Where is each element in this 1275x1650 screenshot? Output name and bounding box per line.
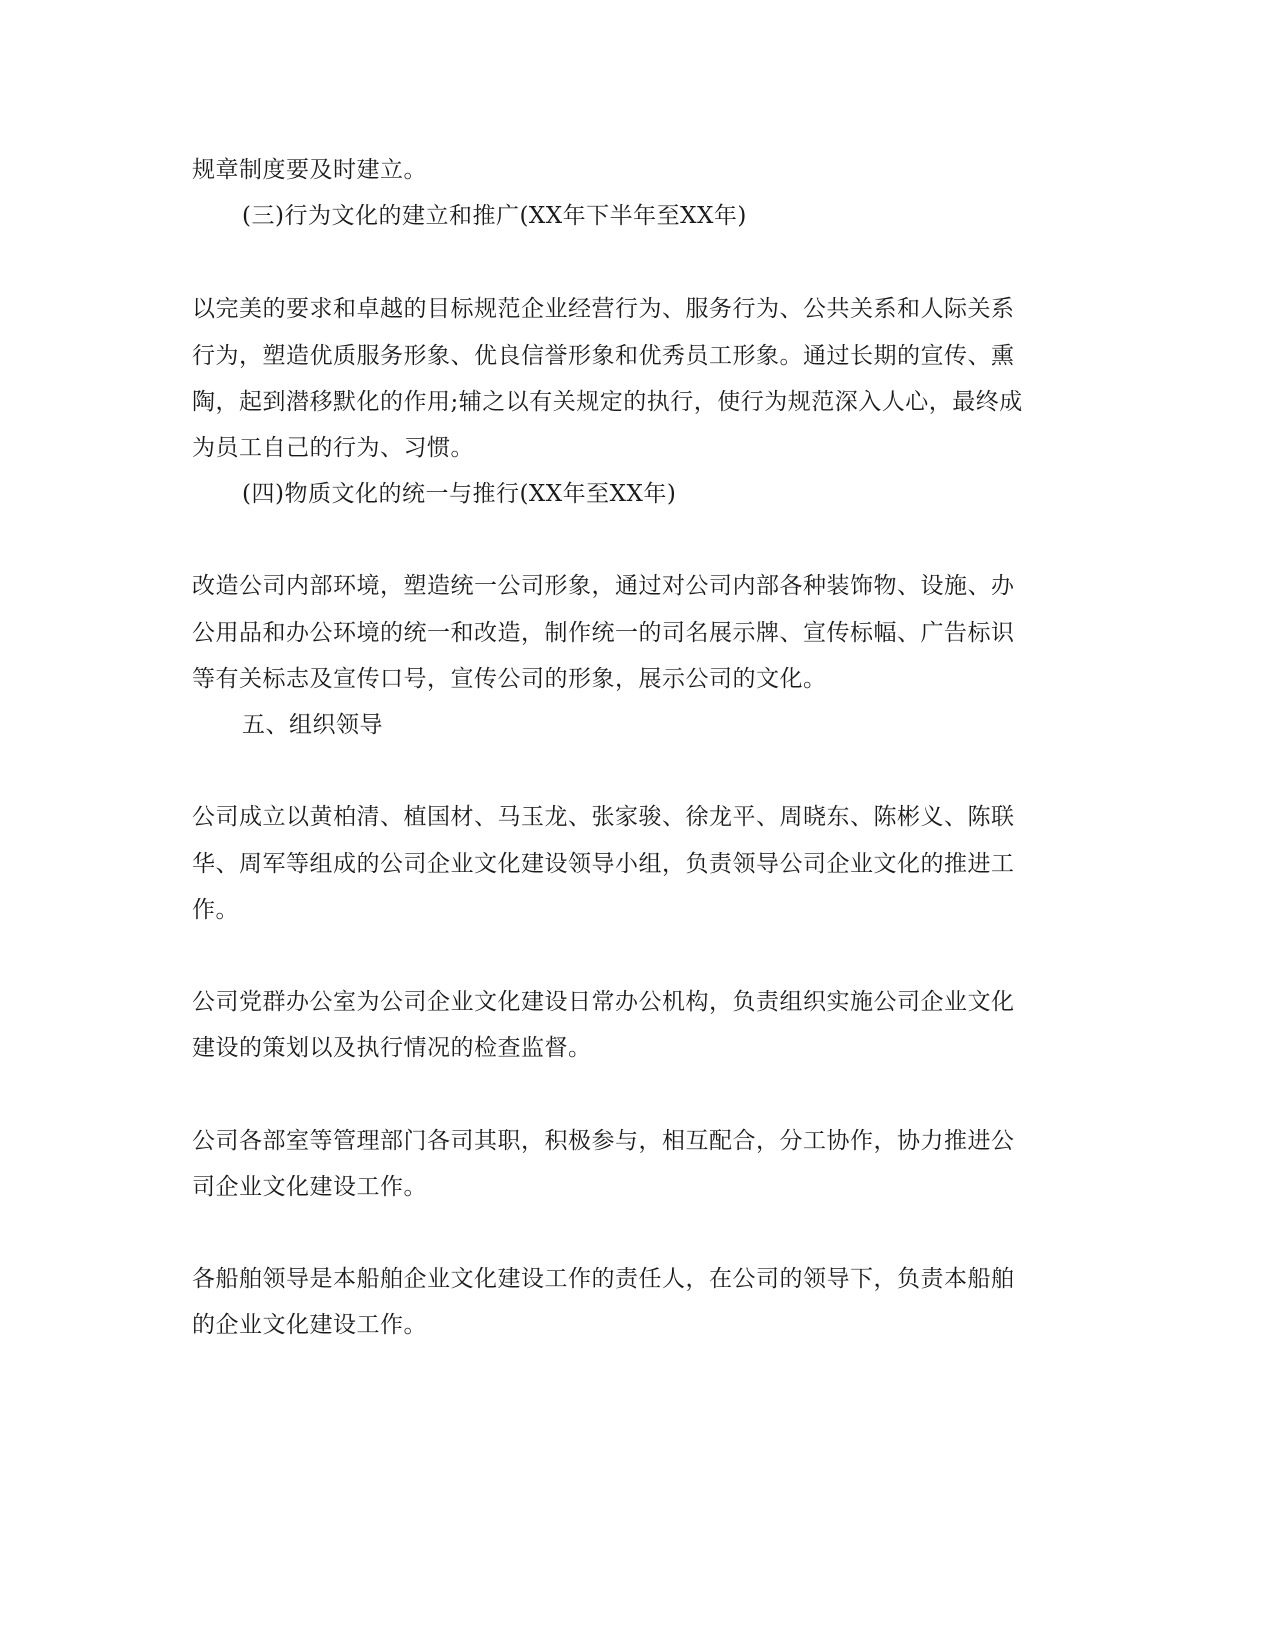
text-line: 公用品和办公环境的统一和改造，制作统一的司名展示牌、宣传标幅、广告标识 xyxy=(192,620,1015,646)
text-line: 公司党群办公室为公司企业文化建设日常办公机构，负责组织实施公司企业文化 xyxy=(192,989,1015,1015)
text-line: 为员工自己的行为、习惯。 xyxy=(192,435,474,461)
text-line: 作。 xyxy=(192,897,239,923)
text-line: 司企业文化建设工作。 xyxy=(192,1174,427,1200)
text-line: 公司各部室等管理部门各司其职，积极参与，相互配合，分工协作，协力推进公 xyxy=(192,1128,1015,1154)
text-line: 的企业文化建设工作。 xyxy=(192,1312,427,1338)
section-heading: 五、组织领导 xyxy=(242,712,383,738)
text-line: 华、周军等组成的公司企业文化建设领导小组，负责领导公司企业文化的推进工 xyxy=(192,851,1015,877)
text-line: 公司成立以黄柏清、植国材、马玉龙、张家骏、徐龙平、周晓东、陈彬义、陈联 xyxy=(192,804,1015,830)
text-line: 规章制度要及时建立。 xyxy=(192,157,427,183)
text-line: 行为，塑造优质服务形象、优良信誉形象和优秀员工形象。通过长期的宣传、熏 xyxy=(192,343,1015,369)
section-heading: (三)行为文化的建立和推广(XX年下半年至XX年) xyxy=(242,203,747,229)
text-line: 改造公司内部环境，塑造统一公司形象，通过对公司内部各种装饰物、设施、办 xyxy=(192,573,1015,599)
text-line: 以完美的要求和卓越的目标规范企业经营行为、服务行为、公共关系和人际关系 xyxy=(192,296,1015,322)
text-line: 等有关标志及宣传口号，宣传公司的形象，展示公司的文化。 xyxy=(192,666,827,692)
section-heading: (四)物质文化的统一与推行(XX年至XX年) xyxy=(242,481,677,507)
text-line: 建设的策划以及执行情况的检查监督。 xyxy=(192,1035,592,1061)
text-line: 各船舶领导是本船舶企业文化建设工作的责任人，在公司的领导下，负责本船舶 xyxy=(192,1266,1015,1292)
text-line: 陶，起到潜移默化的作用;辅之以有关规定的执行，使行为规范深入人心，最终成 xyxy=(192,389,1023,415)
